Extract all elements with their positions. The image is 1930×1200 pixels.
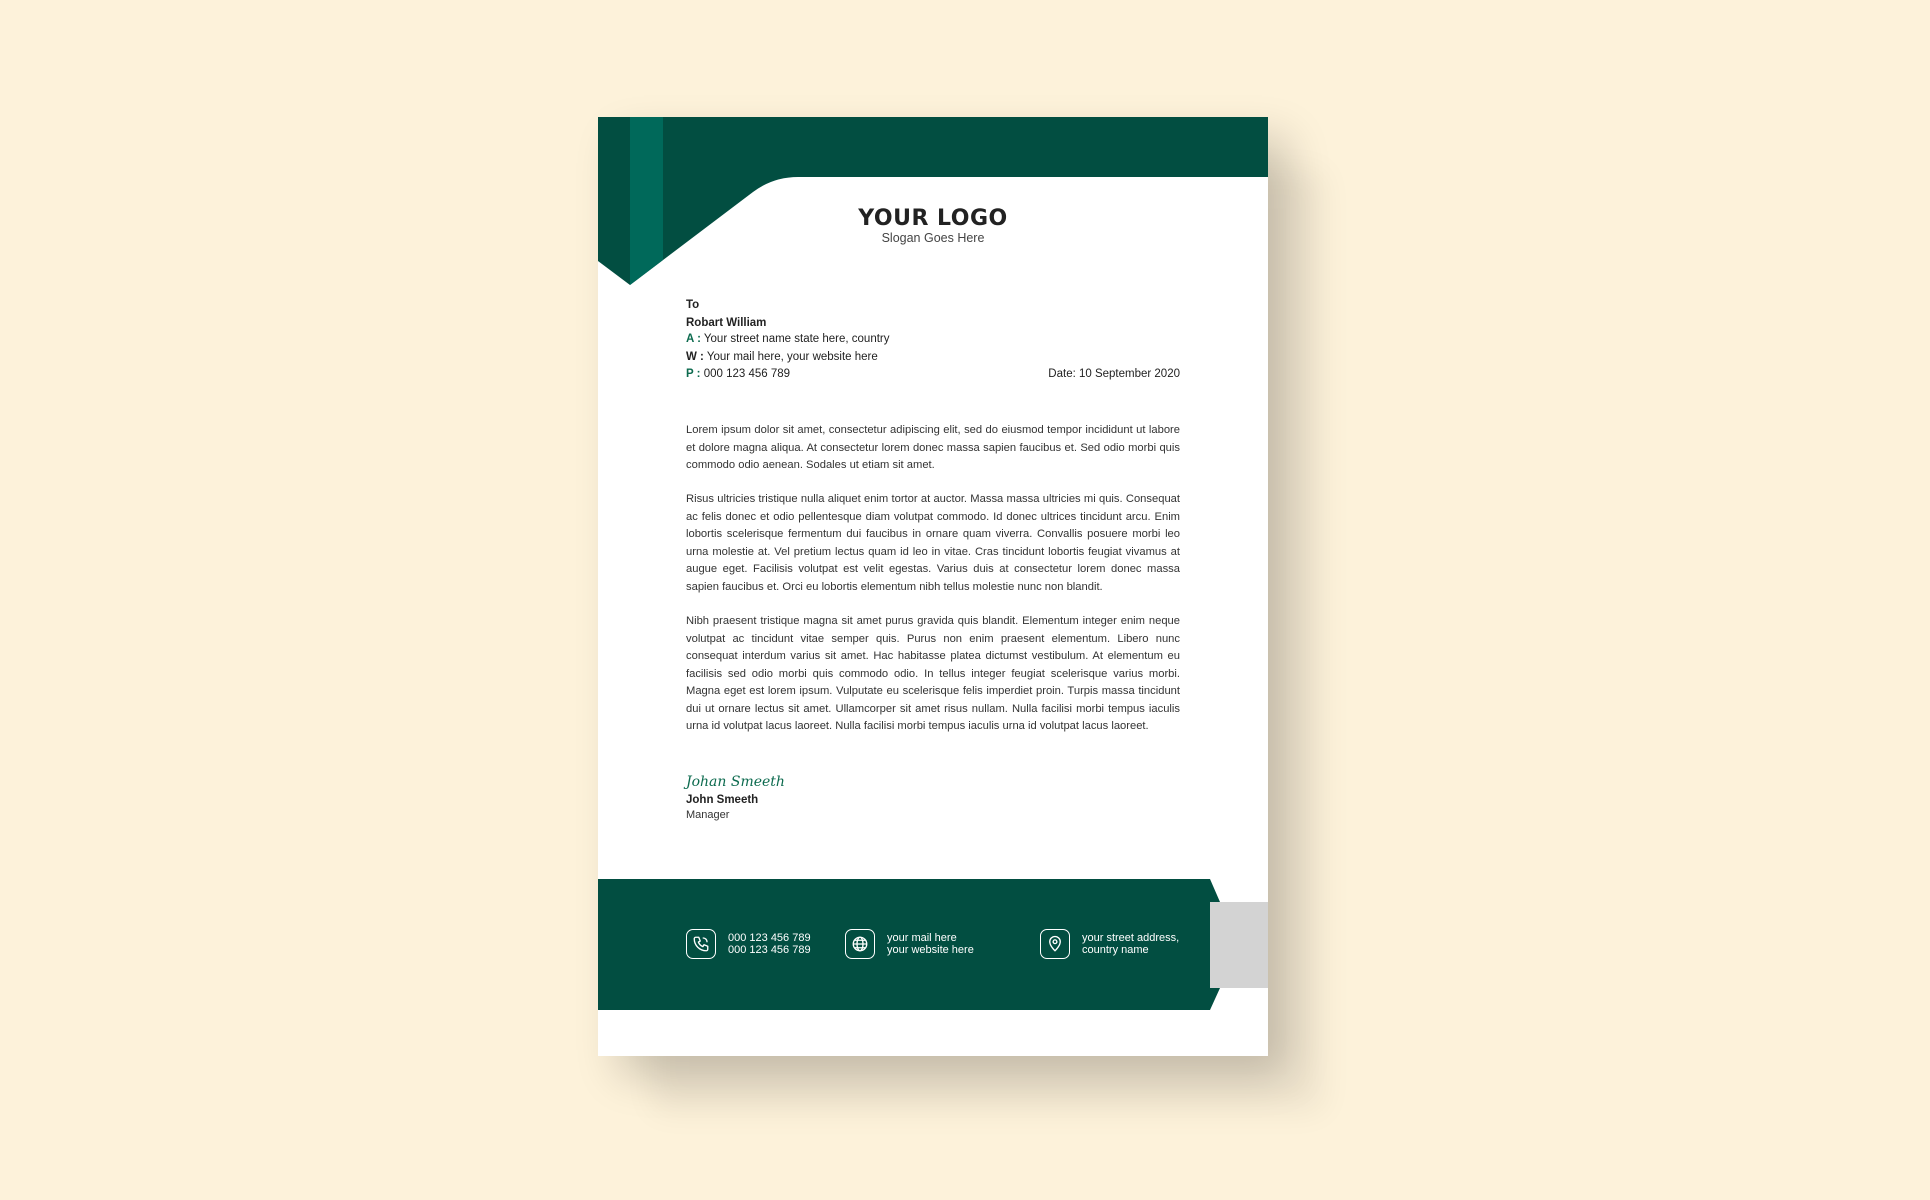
body-paragraph-2: Risus ultricies tristique nulla aliquet enim tortor at auctor. Massa massa ultricies mi quis. Consequat ac felis donec et odio pellentesque diam volutpat commodo. Id donec ultrices tincidunt arcu. Enim lobortis scelerisque fermentum dui faucibus in ornare quam viverra. Convallis posuere morbi leo urna molestie at. Vel pretium lectus quam id leo in vitae. Cras tincidunt lobortis feugiat vivamus at augue eget. Facilisis volutpat est velit egestas. Varius duis at consectetur lorem donec massa sapien faucibus et. Orci eu lobortis elementum nibh tellus molestie nunc non blandit.	[686, 493, 1180, 593]
footer-address-2: country name	[1082, 944, 1149, 956]
footer-web	[845, 929, 974, 959]
address-key: A :	[686, 333, 701, 345]
phone-value: 000 123 456 789	[703, 368, 791, 380]
globe-icon	[845, 929, 875, 959]
footer-mail: your mail here	[887, 931, 957, 944]
letter-date: Date: 10 September 2020	[1048, 368, 1180, 380]
web-value: Your mail here, your website here	[706, 351, 878, 363]
footer-phone-1: 000 123 456 789	[728, 931, 811, 944]
signature: Johan Smeeth	[686, 774, 785, 790]
body-paragraph-1: Lorem ipsum dolor sit amet, consectetur adipiscing elit, sed do eiusmod tempor incididunt ut labore et dolore magna aliqua. At consectetur lorem donec massa sapien faucibus et. Sed odio morbi quis commodo odio aenean. Sodales ut etiam sit amet.	[686, 424, 1180, 471]
body-paragraph-3: Nibh praesent tristique magna sit amet purus gravida quis blandit. Elementum integer enim neque volutpat ac tincidunt vitae semper quis. Purus non enim praesent elementum. Libero nunc consequat interdum varius sit amet. Hac habitasse platea dictumst vestibulum. At elementum eu facilisis sed odio morbi quis commodo odio. In tellus integer feugiat scelerisque varius morbi. Magna eget est lorem ipsum. Vulputate eu scelerisque felis imperdiet proin. Turpis massa tincidunt dui ut ornare lectus sit amet. Ullamcorper sit amet risus nullam. Nulla facilisi morbi tempus iaculis urna id volutpat lacus laoreet. Nulla facilisi morbi tempus iaculis urna id volutpat lacus laoreet.	[686, 615, 1180, 732]
address-row	[686, 333, 890, 345]
to-label: To	[686, 299, 700, 311]
address-value: Your street name state here, country	[703, 333, 890, 345]
letterhead-page	[598, 117, 1268, 1056]
phone-icon	[686, 929, 716, 959]
logo-title: YOUR LOGO	[858, 206, 1008, 231]
footer-website: your website here	[887, 944, 974, 956]
signer-name: John Smeeth	[686, 794, 759, 806]
logo-slogan: Slogan Goes Here	[881, 231, 985, 245]
footer-phone	[686, 929, 811, 959]
header-band	[598, 117, 1268, 285]
footer-address	[1040, 929, 1179, 959]
footer-address-1: your street address,	[1082, 931, 1180, 944]
signer-role: Manager	[686, 809, 730, 821]
location-pin-icon	[1040, 929, 1070, 959]
footer-grey-tab	[1210, 902, 1268, 988]
footer-phone-2: 000 123 456 789	[728, 944, 811, 956]
phone-key: P :	[686, 368, 701, 380]
phone-row	[686, 368, 790, 380]
web-key: W :	[686, 351, 704, 363]
header-stripe	[630, 117, 663, 285]
web-row	[686, 351, 878, 363]
recipient-name: Robart William	[686, 317, 767, 329]
